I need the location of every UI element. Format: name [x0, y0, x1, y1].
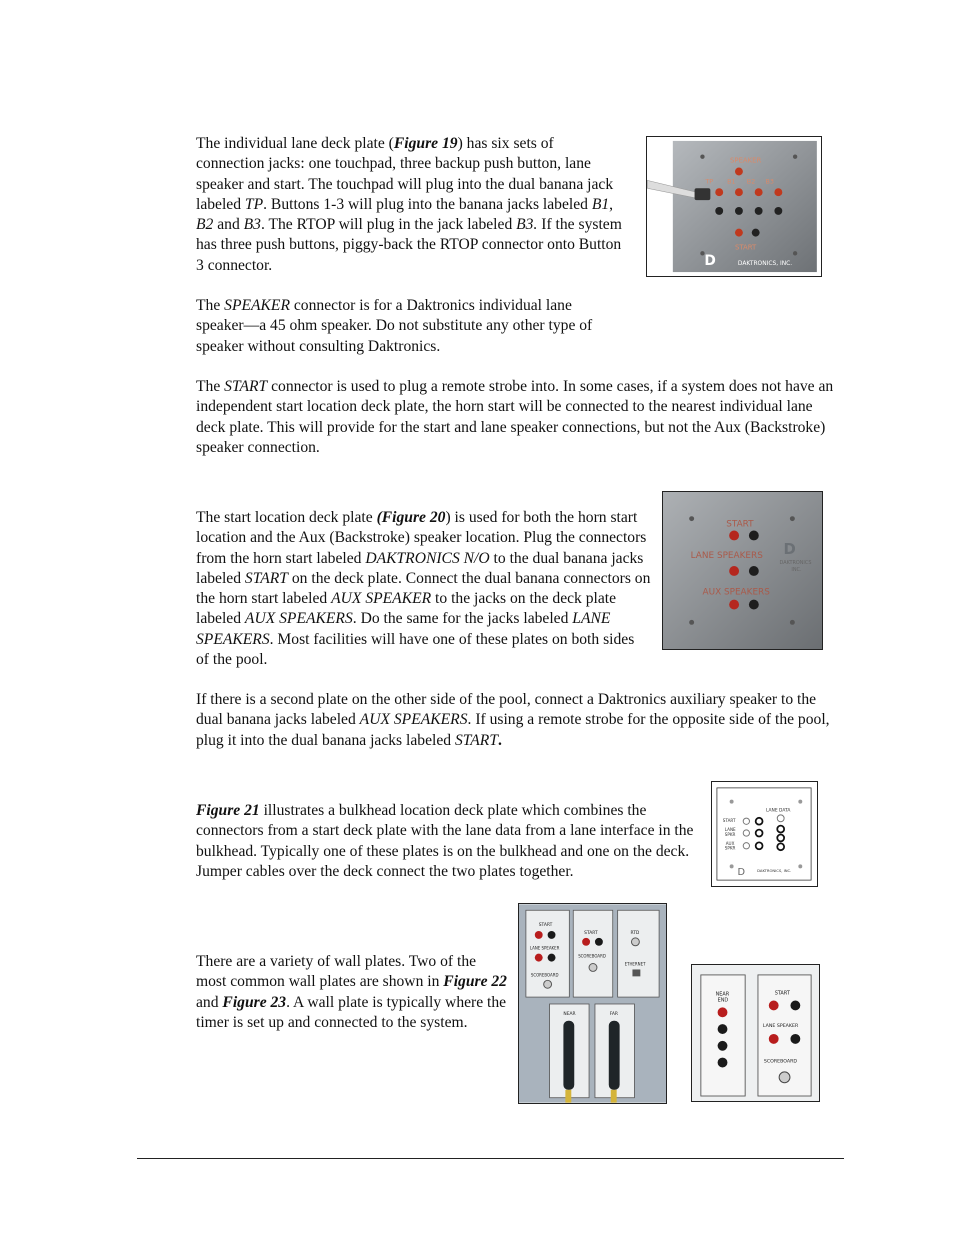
svg-text:START: START — [722, 818, 736, 824]
svg-text:SPKR: SPKR — [724, 831, 736, 837]
speaker-jack-red — [735, 168, 743, 176]
svg-text:END: END — [717, 997, 729, 1004]
footer-rule — [137, 1158, 844, 1159]
svg-text:LANE DATA: LANE DATA — [765, 808, 791, 814]
svg-text:NEAR: NEAR — [563, 1011, 576, 1017]
label-lane-speakers: LANE SPEAKERS — [690, 551, 763, 562]
svg-text:SCOREBOARD: SCOREBOARD — [578, 953, 606, 959]
figure-21-bulkhead-plate-drawing — [711, 781, 818, 887]
brand-daktronics: DAKTRONICS, INC. — [737, 261, 793, 268]
svg-text:B3: B3 — [765, 177, 774, 186]
paragraph-start-location-deck-plate: The start location deck plate (Figure 20) is used for both the horn start location and the Aux (Backstroke) speaker location. Plug the connectors from the horn start labeled DAKTRONICS N/O to the dual banana jacks labeled START on the deck plate. Connect the dual banana connectors on the horn start labeled AUX SPEAKER to the jacks on the deck plate labeled AUX SPEAKERS. Do the same for the jacks labeled LANE SPEAKERS. Most facilities will have one of these plates on both sides of the pool. — [196, 509, 651, 669]
label-speaker: SPEAKER — [730, 156, 762, 165]
svg-text:B1: B1 — [727, 177, 736, 186]
figure-20-ref: (Figure 20 — [376, 509, 446, 526]
svg-text:D: D — [783, 541, 796, 559]
svg-text:NEAR: NEAR — [715, 991, 730, 998]
svg-text:D: D — [737, 867, 746, 879]
svg-text:D: D — [704, 253, 716, 270]
paragraph-speaker-connector: The SPEAKER connector is for a Daktronics individual lane speaker—a 45 ohm speaker. Do not substitute any other type of speaker without consulting Daktronics. — [196, 297, 593, 355]
figure-22-svg — [519, 904, 666, 1103]
svg-text:SCOREBOARD: SCOREBOARD — [763, 1059, 798, 1065]
paragraph-start-connector: The START connector is used to plug a remote strobe into. In some cases, if a system does not have an independent start location deck plate, the horn start will be connected to the nearest individual lane deck plate. This will provide for the start and lane speaker connections, but not the Aux (Backstroke) speaker connection. — [196, 378, 834, 456]
svg-text:DAKTRONICS: DAKTRONICS — [779, 560, 812, 567]
svg-text:TP: TP — [705, 177, 714, 186]
svg-text:SPKR: SPKR — [724, 845, 736, 851]
svg-text:B2: B2 — [746, 177, 756, 186]
paragraph-bulkhead-plate: Figure 21 illustrates a bulkhead location deck plate which combines the connectors from a start deck plate with the lane data from a lane interface in the bulkhead. Typically one of these plates is on the bulkhead and one on the deck. Jumper cables over the deck connect the two plates together. — [196, 802, 694, 880]
svg-text:START: START — [774, 990, 790, 997]
figure-23-ref: Figure 23 — [222, 993, 287, 1011]
figure-23-wall-plate-photo — [691, 964, 820, 1102]
svg-text:FAR: FAR — [609, 1011, 618, 1017]
figure-22-wall-plate-photo — [518, 903, 667, 1104]
svg-text:LANE: LANE — [724, 827, 736, 833]
figure-20-svg — [663, 492, 822, 649]
svg-text:DAKTRONICS, INC.: DAKTRONICS, INC. — [757, 869, 792, 874]
svg-text:START: START — [538, 923, 553, 929]
figure-22-ref: Figure 22 — [443, 973, 507, 991]
svg-text:RTD: RTD — [630, 930, 640, 936]
svg-text:START: START — [584, 930, 598, 936]
paragraph-second-plate: If there is a second plate on the other side of the pool, connect a Daktronics auxiliary speaker to the dual banana jacks labeled AUX SPEAKERS. If using a remote strobe for the opposite side of the pool, plug it into the dual banana jacks labeled START. — [196, 691, 830, 749]
paragraph-wall-plates: There are a variety of wall plates. Two of the most common wall plates are shown in Figure 22 and Figure 23. A wall plate is typically where the timer is set up and connected to the system. — [196, 953, 507, 1031]
label-aux-speakers: AUX SPEAKERS — [702, 587, 770, 598]
figure-19-ref: Figure 19 — [393, 135, 458, 152]
paragraph-individual-lane-deck-plate: The individual lane deck plate (Figure 19) has six sets of connection jacks: one touchpad, three backup push button, lane speaker and start. The touchpad will plug into the dual banana jack labeled TP. Buttons 1-3 will plug into the banana jacks labeled B1, B2 and B3. The RTOP will plug in the jack labeled B3. If the system has three push buttons, piggy-back the RTOP connector onto Button 3 connector. — [196, 135, 622, 274]
svg-text:ETHERNET: ETHERNET — [624, 961, 646, 967]
figure-21-ref: Figure 21 — [196, 802, 260, 819]
figure-23-svg — [692, 965, 819, 1101]
figure-19-lane-deck-plate-photo — [646, 136, 822, 277]
label-start: START — [726, 519, 754, 530]
svg-text:LANE SPEAKER: LANE SPEAKER — [529, 945, 560, 951]
figure-19-svg — [647, 137, 821, 276]
label-start: START — [734, 243, 757, 252]
svg-text:LANE SPEAKER: LANE SPEAKER — [762, 1024, 799, 1030]
svg-text:SCOREBOARD: SCOREBOARD — [530, 972, 559, 978]
svg-text:INC.: INC. — [791, 566, 802, 573]
figure-21-svg — [712, 782, 817, 886]
figure-20-start-location-plate-photo — [662, 491, 823, 650]
svg-text:AUX: AUX — [725, 840, 735, 846]
